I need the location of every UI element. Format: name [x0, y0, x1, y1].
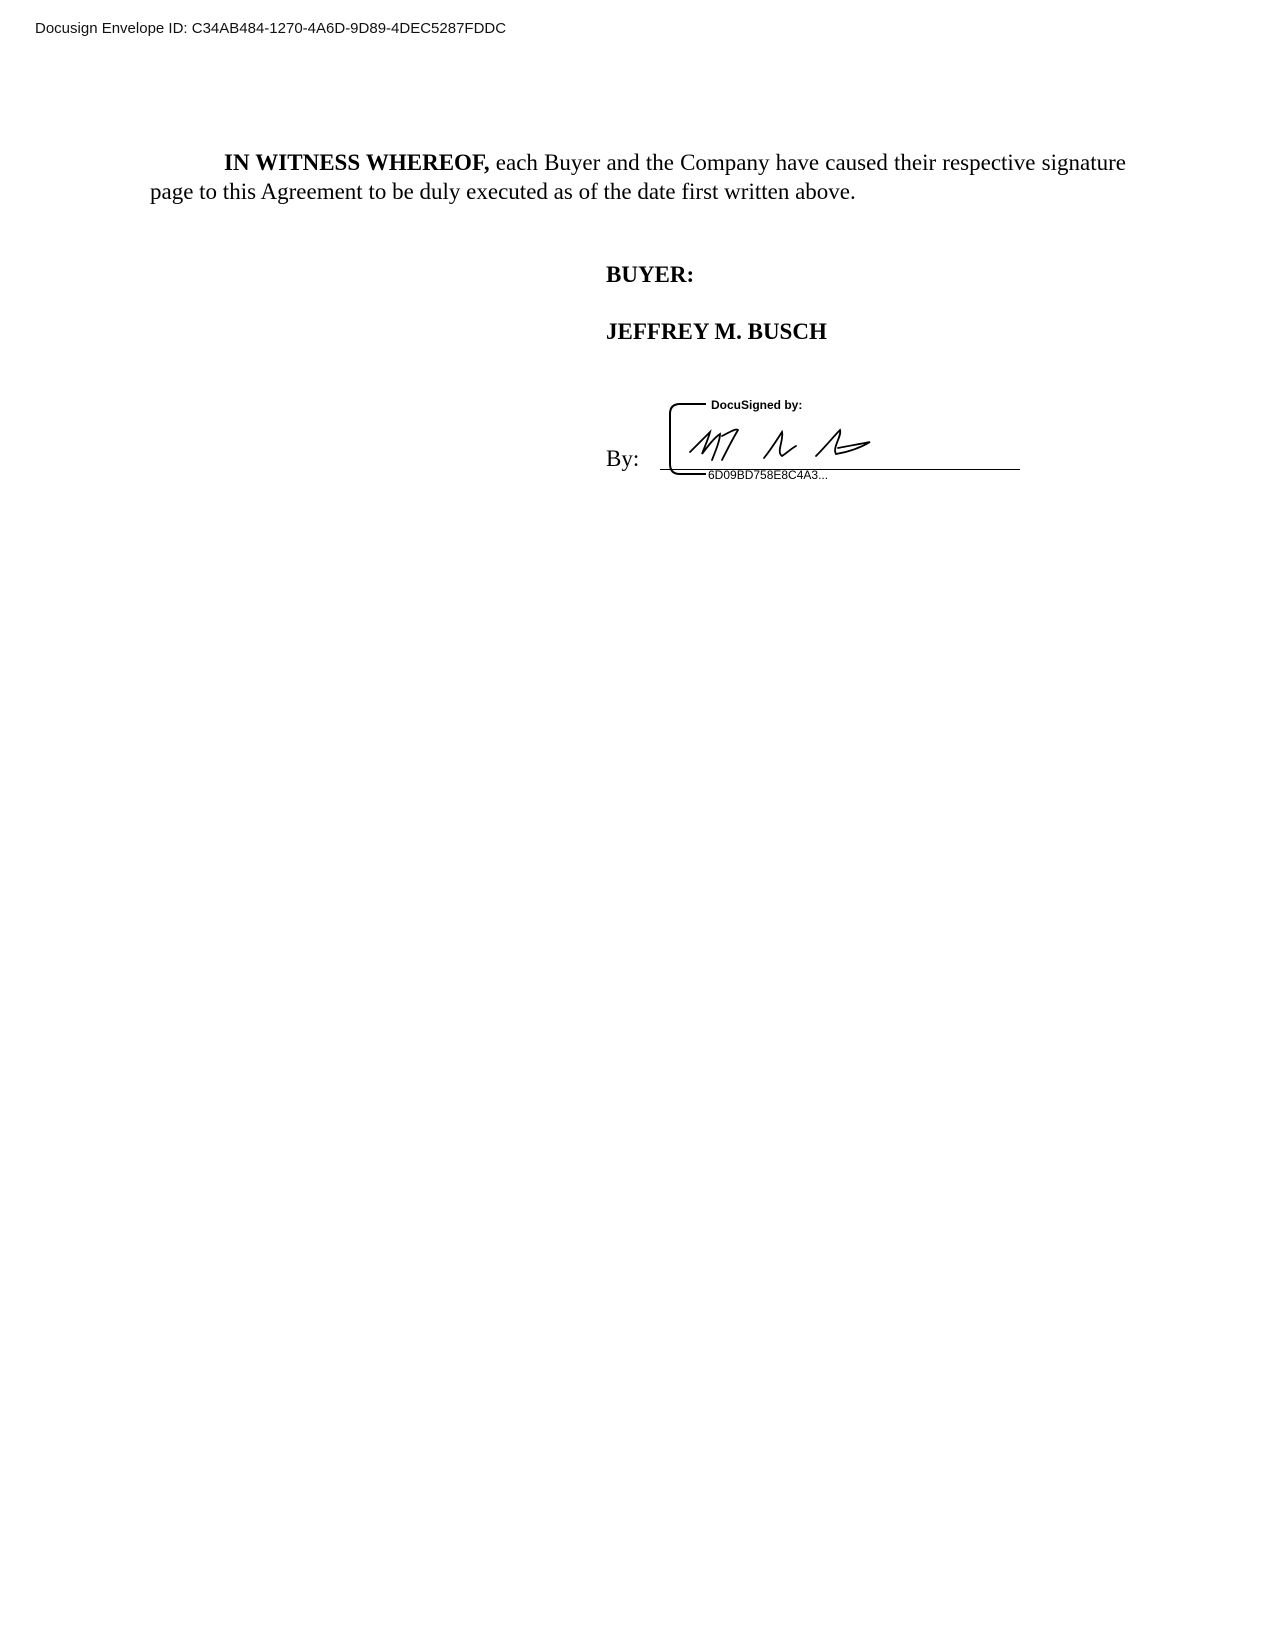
by-label: By: [606, 446, 640, 471]
witness-lead: IN WITNESS WHEREOF, [224, 150, 490, 175]
docusign-hash: 6D09BD758E8C4A3... [708, 468, 829, 482]
party-name: JEFFREY M. BUSCH [606, 319, 827, 344]
witness-paragraph [150, 148, 1126, 206]
party-label: BUYER: [606, 262, 695, 287]
envelope-id-header: Docusign Envelope ID: C34AB484-1270-4A6D-9D89-4DEC5287FDDC [35, 20, 507, 37]
witness-text: each Buyer and the Company have caused their respective signature page to this Agreement to be duly executed as of the date first written above. [150, 150, 1126, 204]
docusign-caption: DocuSigned by: [708, 398, 805, 412]
handwritten-signature-icon [680, 418, 900, 468]
